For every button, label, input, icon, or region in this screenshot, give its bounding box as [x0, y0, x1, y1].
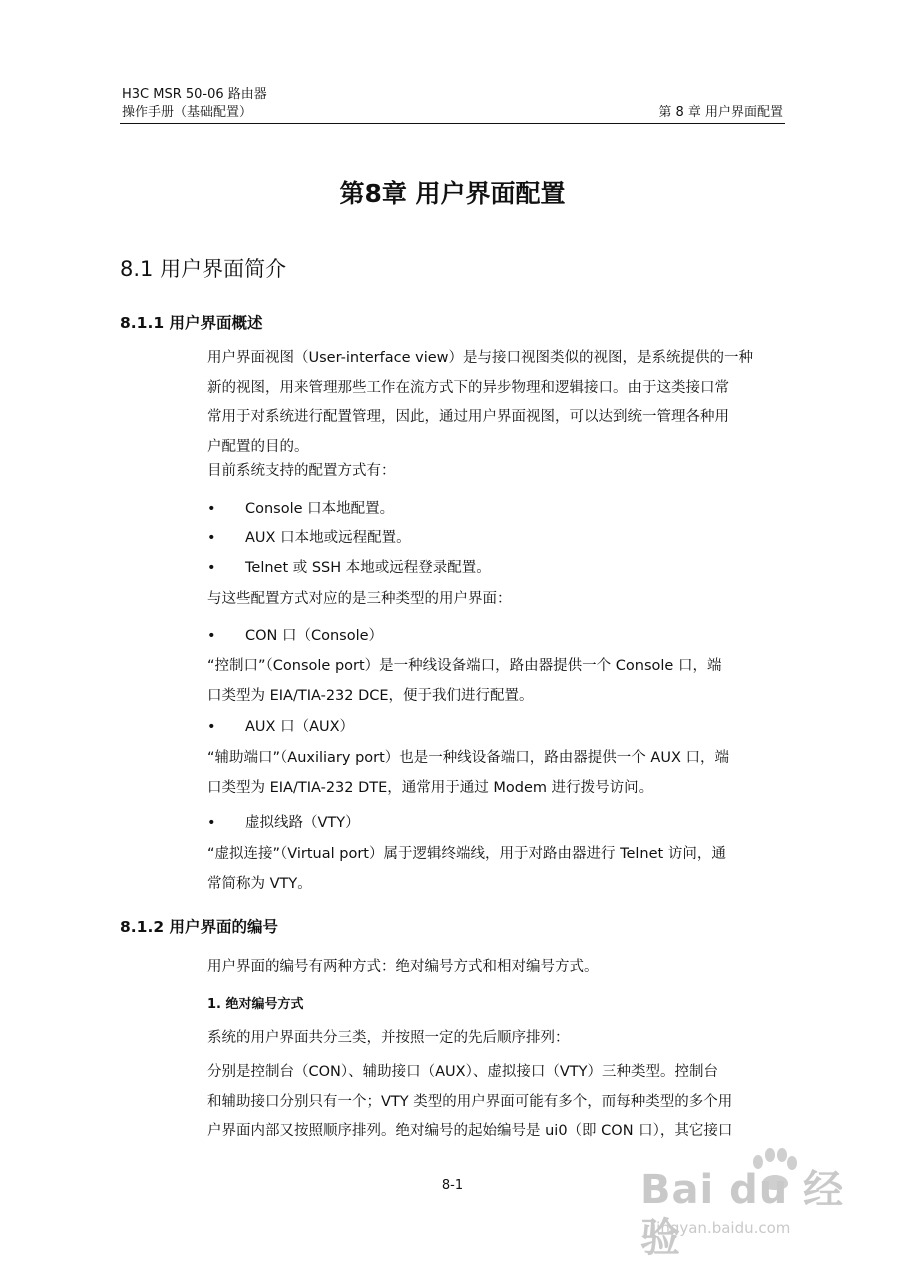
paragraph-vty [207, 840, 785, 899]
paragraph-aux [207, 744, 785, 803]
text-line: 新的视图，用来管理那些工作在流方式下的异步物理和逻辑接口。由于这类接口常 [207, 379, 729, 396]
list-item-text: CON 口（Console） [245, 628, 384, 644]
section-heading-8-1-1: 8.1.1 用户界面概述 [120, 314, 263, 332]
page-header-left [122, 86, 267, 122]
text-line: 常用于对系统进行配置管理，因此，通过用户界面视图，可以达到统一管理各种用 [207, 409, 729, 425]
baidu-jingyan-watermark [640, 1148, 870, 1261]
list-item-text: Telnet 或 SSH 本地或远程登录配置。 [245, 560, 491, 576]
text-line: 户配置的目的。 [207, 438, 309, 455]
page-number: 8-1 [441, 1178, 464, 1193]
paragraph-absolute-detail [207, 1058, 785, 1147]
list-item-text: AUX 口（AUX） [245, 719, 355, 735]
bullet-icon: • [207, 815, 216, 831]
list-item-text: AUX 口本地或远程配置。 [245, 530, 411, 546]
text-line: 用户界面视图（User-interface view）是与接口视图类似的视图，是系统提供的一种 [207, 350, 754, 366]
list-item-text: 虚拟线路（VTY） [245, 815, 360, 831]
section-heading-8-1: 8.1 用户界面简介 [120, 257, 287, 281]
paragraph-numbering: 用户界面的编号有两种方式：绝对编号方式和相对编号方式。 [207, 959, 599, 975]
paragraph-interface-types: 与这些配置方式对应的是三种类型的用户界面： [207, 591, 512, 607]
text-line: 口类型为 EIA/TIA-232 DCE，便于我们进行配置。 [207, 687, 534, 704]
bullet-icon: • [207, 501, 216, 517]
bullet-icon: • [207, 530, 216, 546]
paragraph-three-types: 系统的用户界面共分三类，并按照一定的先后顺序排列： [207, 1030, 570, 1046]
bullet-icon: • [207, 719, 216, 735]
text-line: “控制口”（Console port）是一种线设备端口，路由器提供一个 Console 口，端 [207, 658, 722, 674]
text-line: 分别是控制台（CON）、辅助接口（AUX）、虚拟接口（VTY）三种类型。控制台 [207, 1064, 718, 1080]
bullet-icon: • [207, 560, 216, 576]
chapter-title: 第8章 用户界面配置 [339, 179, 566, 208]
watermark-url: jingyan.baidu.com [652, 1219, 791, 1237]
text-line: “辅助端口”（Auxiliary port）也是一种线设备端口，路由器提供一个 AUX 口，端 [207, 750, 729, 766]
bullet-icon: • [207, 628, 216, 644]
paragraph-config-methods: 目前系统支持的配置方式有： [207, 463, 396, 479]
text-line: 常简称为 VTY。 [207, 875, 312, 892]
header-divider [120, 123, 785, 124]
text-line: 口类型为 EIA/TIA-232 DTE，通常用于通过 Modem 进行拨号访问。 [207, 779, 654, 796]
header-product: H3C MSR 50-06 路由器 [122, 87, 267, 102]
text-line: “虚拟连接”（Virtual port）属于逻辑终端线，用于对路由器进行 Telnet 访问，通 [207, 846, 726, 862]
header-chapter: 第 8 章 用户界面配置 [658, 105, 783, 120]
text-line: 和辅助接口分别只有一个；VTY 类型的用户界面可能有多个，而每种类型的多个用 [207, 1093, 733, 1110]
paragraph-con [207, 652, 785, 711]
paragraph-overview [207, 344, 785, 462]
header-manual: 操作手册（基础配置） [122, 105, 253, 120]
list-item-text: Console 口本地配置。 [245, 501, 395, 517]
text-line: 户界面内部又按照顺序排列。绝对编号的起始编号是 ui0（即 CON 口），其它接口 [207, 1123, 733, 1139]
watermark-logo: Bai du 经验 [640, 1167, 845, 1261]
section-heading-8-1-2: 8.1.2 用户界面的编号 [120, 918, 279, 936]
subheading-absolute-numbering: 1. 绝对编号方式 [207, 997, 304, 1012]
